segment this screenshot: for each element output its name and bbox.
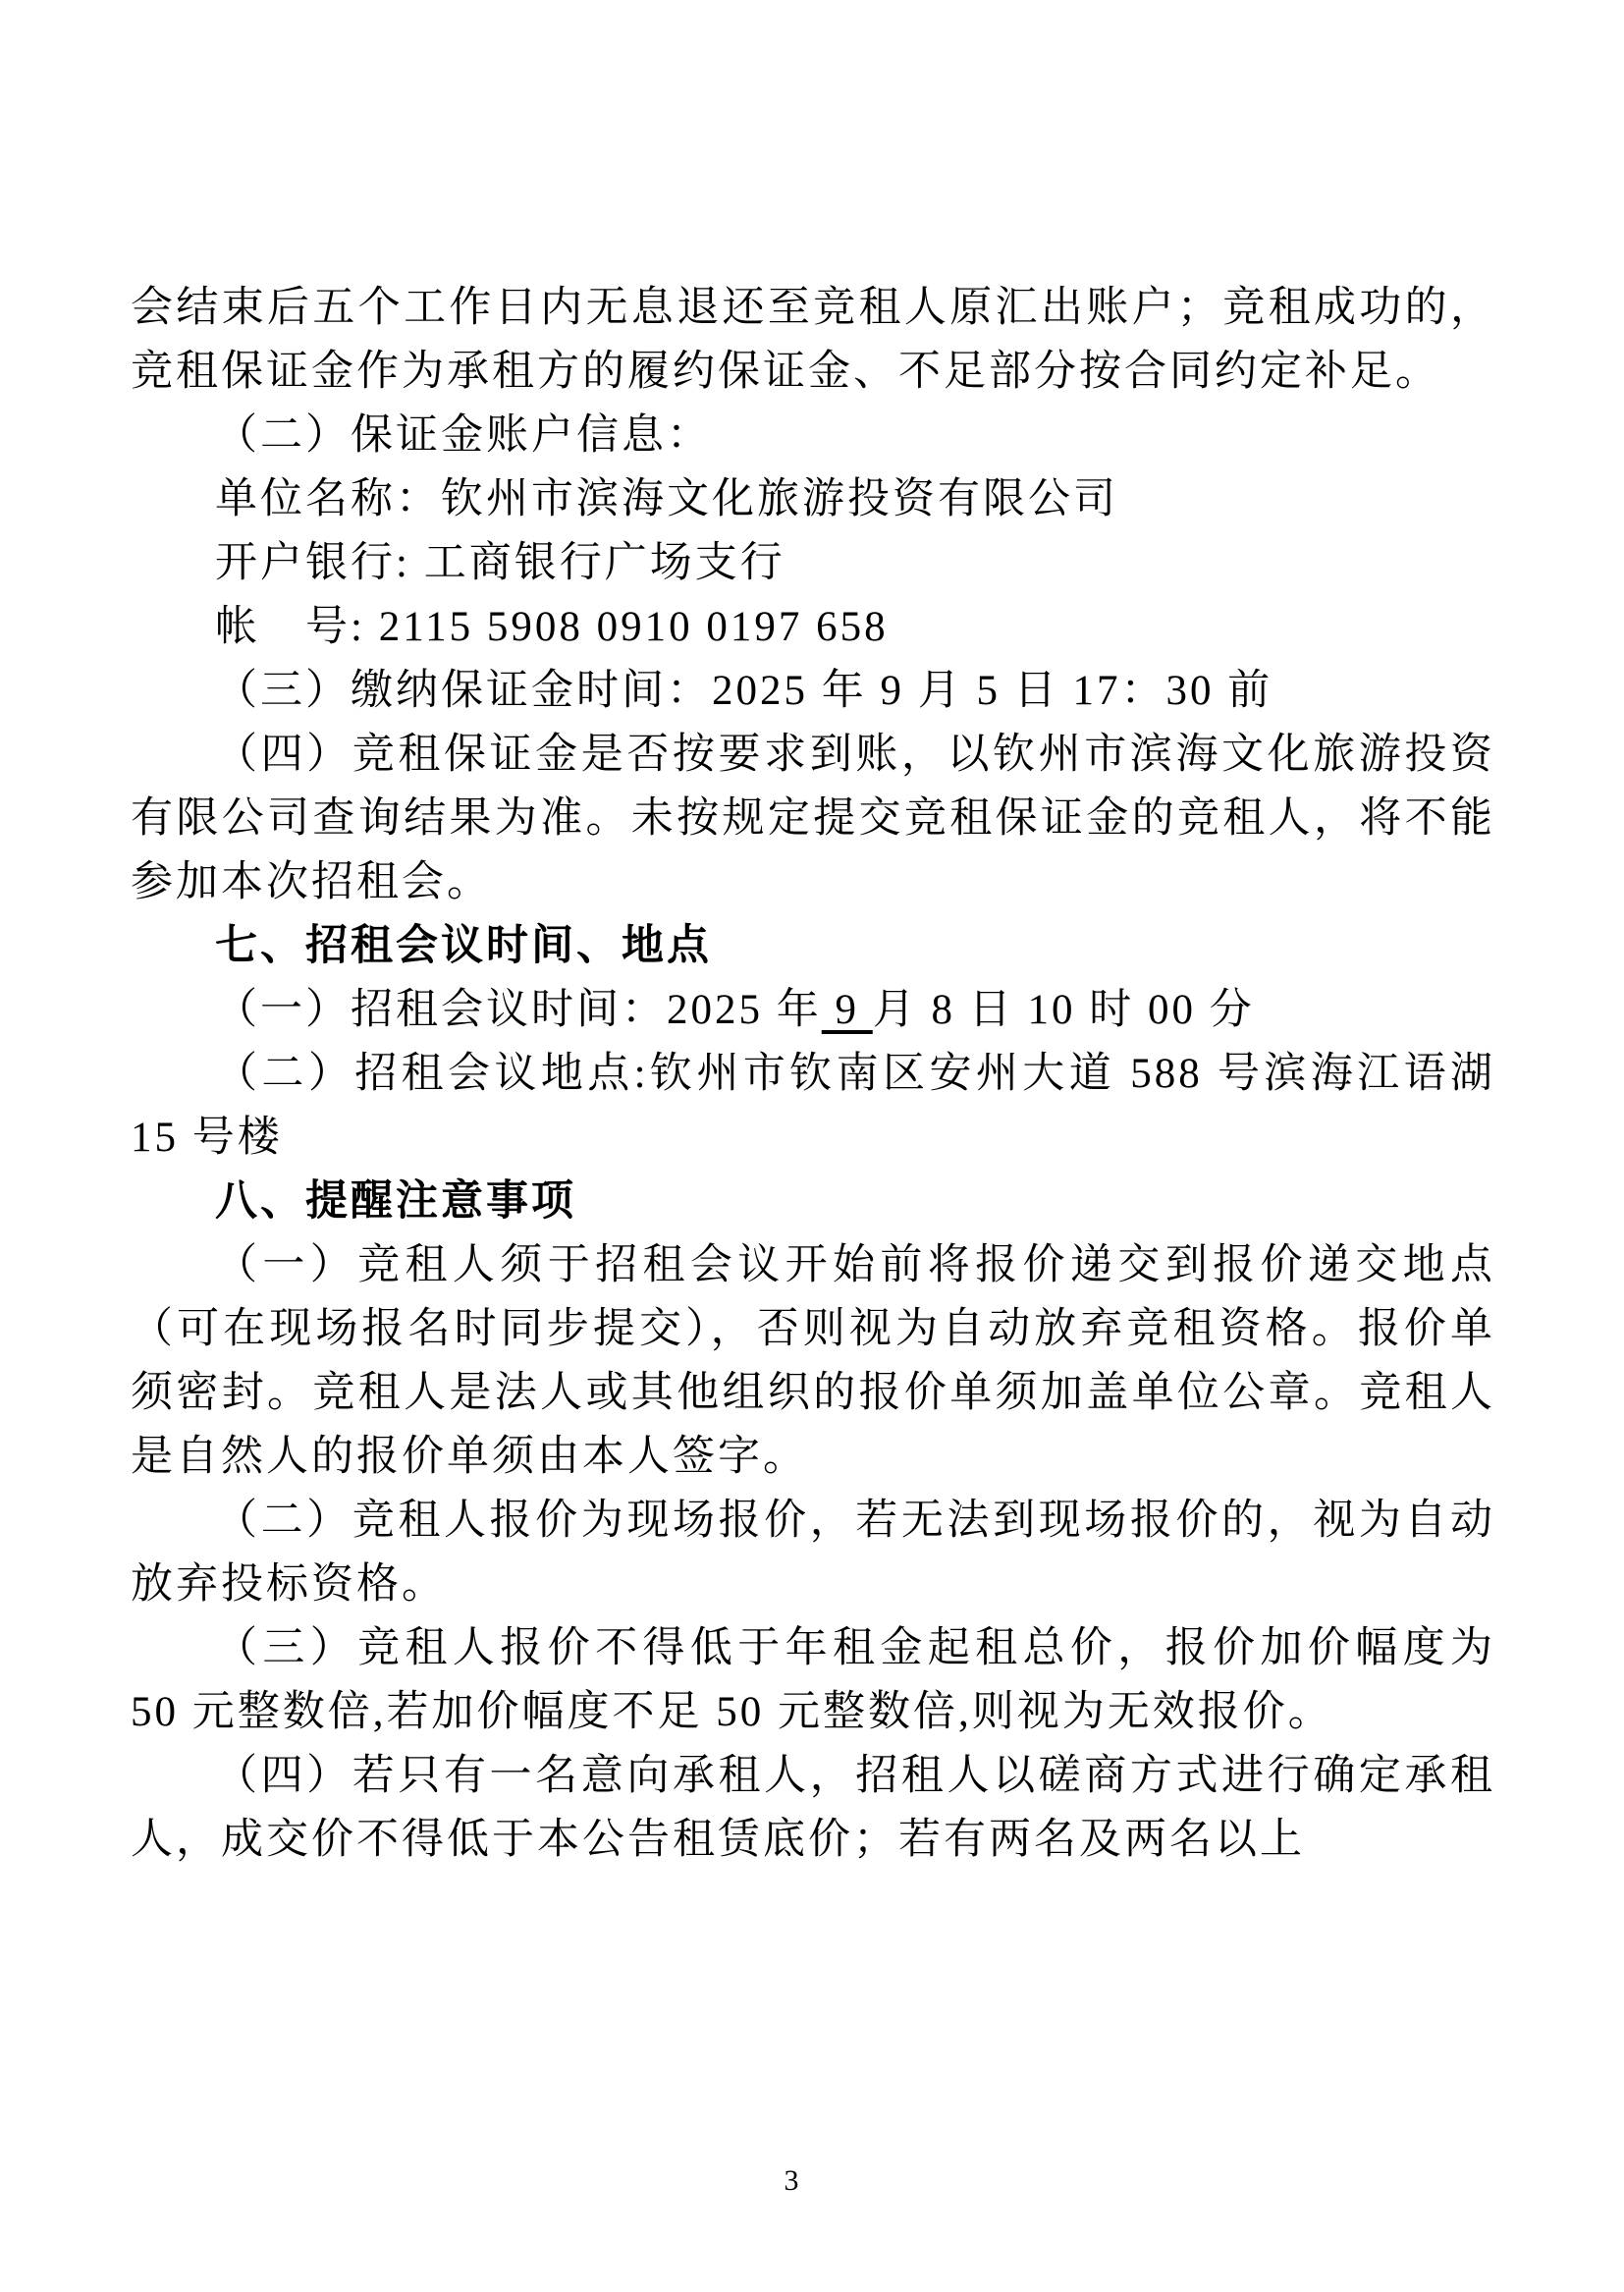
heading-section-7-meeting-time-place: 七、招租会议时间、地点	[215, 922, 712, 969]
paragraph-meeting-place: （二）招租会议地点:钦州市钦南区安州大道 588 号滨海江语湖 15 号楼	[131, 1051, 1495, 1161]
meeting-month-underlined: 9	[821, 987, 873, 1033]
paragraph-note-4-single-bidder: （四）若只有一名意向承租人，招租人以磋商方式进行确定承租人，成交价不得低于本公告租赁底价；若有两名及两名以上	[131, 1753, 1495, 1863]
paragraph-note-3-price-increment: （三）竞租人报价不得低于年租金起租总价，报价加价幅度为 50 元整数倍,若加价幅度不足 50 元整数倍,则视为无效报价。	[131, 1625, 1495, 1735]
paragraph-account-number: 帐 号: 2115 5908 0910 0197 658	[215, 604, 889, 650]
paragraph-account-info-title: （二）保证金账户信息：	[215, 412, 712, 459]
paragraph-deposit-deadline: （三）缴纳保证金时间：2025 年 9 月 5 日 17：30 前	[215, 668, 1273, 714]
heading-section-8-reminders: 八、提醒注意事项	[215, 1177, 576, 1225]
paragraph-deposit-refund: 会结束后五个工作日内无息退还至竞租人原汇出账户；竞租成功的，竞租保证金作为承租方的履约保证金、不足部分按合同约定补足。	[131, 285, 1495, 395]
meeting-time-suffix: 月 8 日 10 时 00 分	[872, 987, 1255, 1033]
page-number: 3	[784, 2164, 799, 2197]
paragraph-bank-branch: 开户银行: 工商银行广场支行	[215, 540, 785, 586]
paragraph-meeting-time	[131, 978, 1495, 1042]
meeting-time-prefix: （一）招租会议时间：2025 年	[215, 987, 822, 1033]
paragraph-note-1-quote-submission: （一）竞租人须于招租会议开始前将报价递交到报价递交地点（可在现场报名时同步提交），否则视为自动放弃竞租资格。报价单须密封。竞租人是法人或其他组织的报价单须加盖单位公章。竞租人是自然人的报价单须由本人签字。	[131, 1242, 1495, 1480]
paragraph-deposit-verification: （四）竞租保证金是否按要求到账，以钦州市滨海文化旅游投资有限公司查询结果为准。未按规定提交竞租保证金的竞租人，将不能参加本次招租会。	[131, 732, 1495, 905]
paragraph-note-2-onsite-quote: （二）竞租人报价为现场报价，若无法到现场报价的，视为自动放弃投标资格。	[131, 1498, 1495, 1608]
document-body	[131, 276, 1495, 1872]
paragraph-unit-name: 单位名称：钦州市滨海文化旅游投资有限公司	[215, 476, 1118, 522]
